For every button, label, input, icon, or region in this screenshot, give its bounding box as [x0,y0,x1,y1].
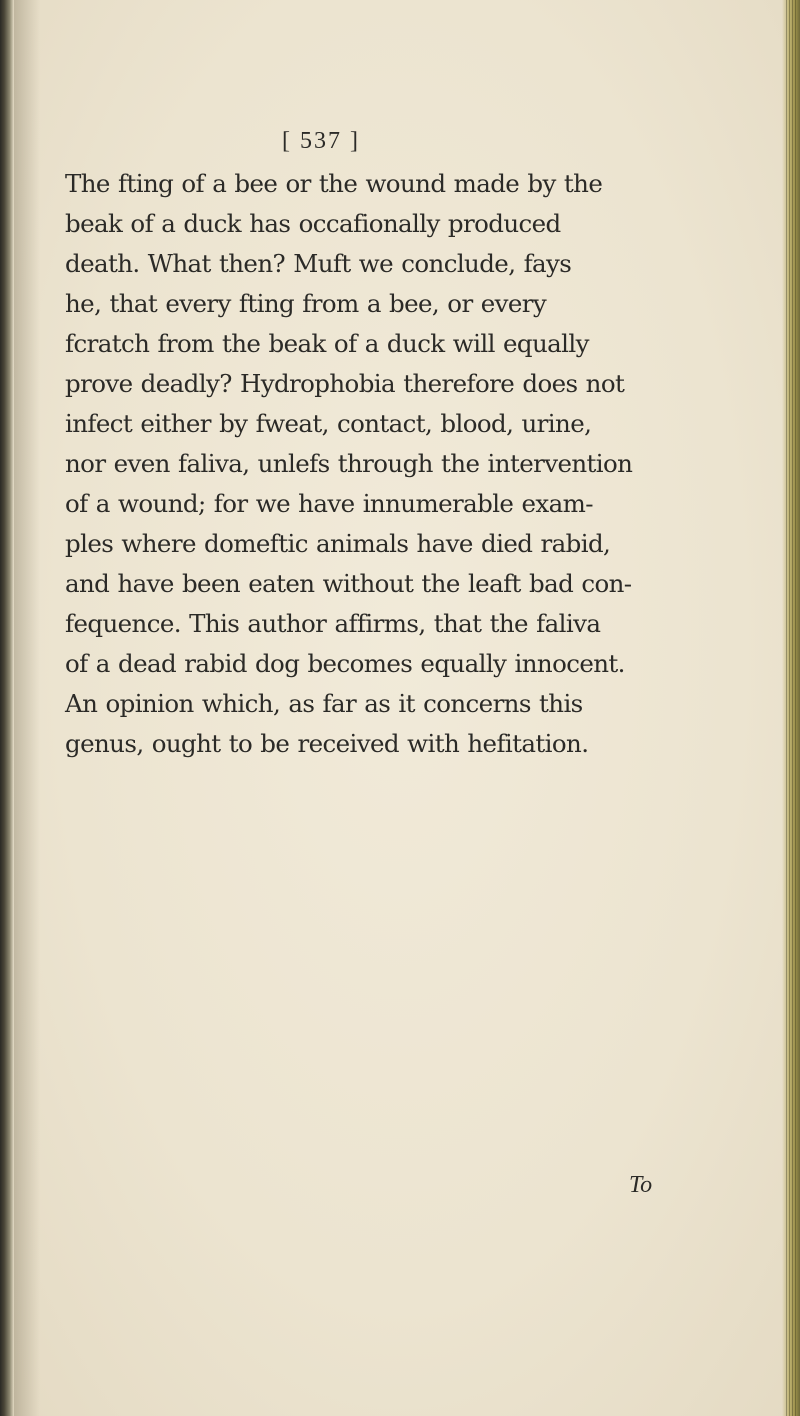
body-text [65,164,745,764]
text-line: The fting of a bee or the wound made by the [65,169,603,198]
text-line: prove deadly? Hydrophobia therefore does not [65,369,625,398]
text-line: of a dead rabid dog becomes equally innocent. [65,649,625,678]
text-line: ples where domeftic animals have died rabid, [65,529,611,558]
text-line: death. What then? Muft we conclude, fays [65,249,572,278]
page-number: [ 537 ] [282,128,360,154]
text-line: An opinion which, as far as it concerns this [65,689,583,718]
page-binding-edge [0,0,14,1416]
gutter-shadow [14,0,40,1416]
text-line: he, that every fting from a bee, or every [65,289,547,318]
text-line: fcratch from the beak of a duck will equally [65,329,589,358]
text-line: beak of a duck has occafionally produced [65,209,561,238]
text-line: nor even faliva, unlefs through the intervention [65,449,633,478]
catchword: To [629,1172,653,1198]
text-line: and have been eaten without the leaft bad con- [65,569,632,598]
fore-edge-lines [786,0,796,1416]
text-line: of a wound; for we have innumerable exam- [65,489,593,518]
text-line: infect either by fweat, contact, blood, urine, [65,409,592,438]
text-line: genus, ought to be received with hefitation. [65,729,589,758]
text-line: fequence. This author affirms, that the faliva [65,609,601,638]
